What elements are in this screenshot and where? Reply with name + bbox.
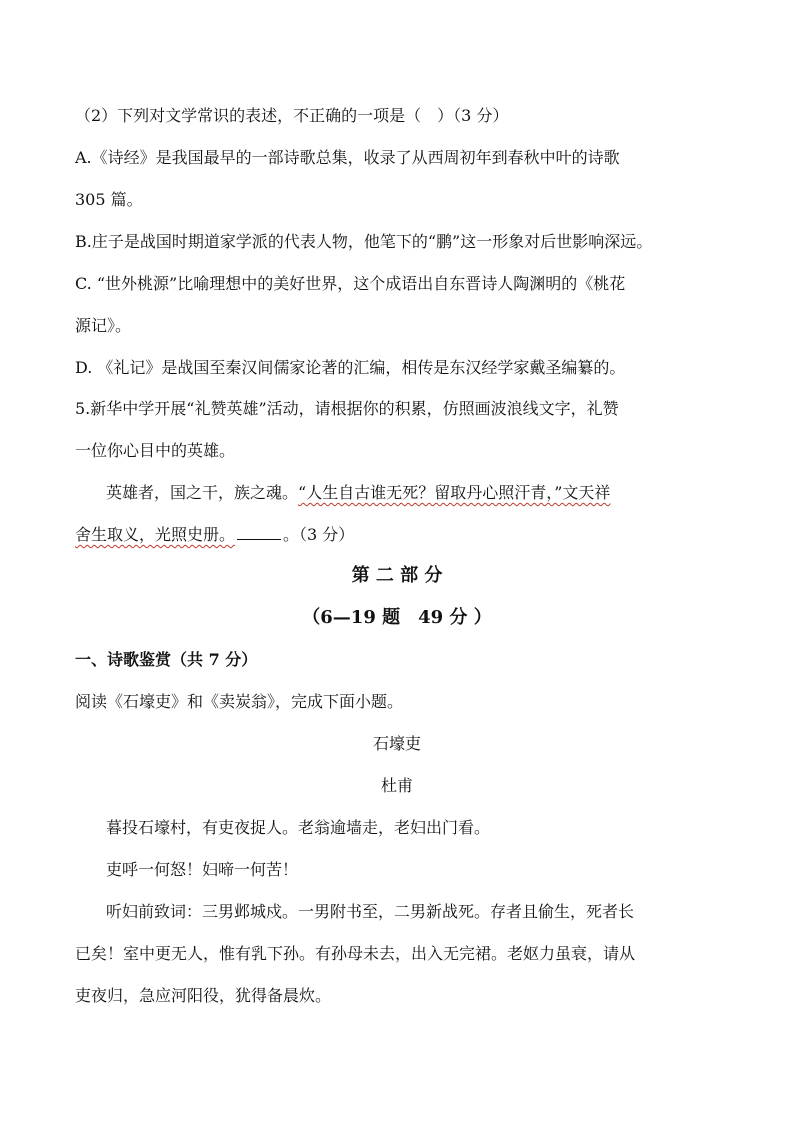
poem-author: 杜甫	[380, 776, 413, 795]
option-b: B.庄子是战国时期道家学派的代表人物，他笔下的“鹏”这一形象对后世影响深远。	[75, 232, 653, 251]
option-a-line2: 305 篇。	[75, 190, 143, 209]
example-prefix: 英雄者，国之干，族之魂。	[106, 483, 299, 502]
part-two-subtitle: （6—19 题 49 分 ）	[302, 607, 492, 628]
answer-blank[interactable]	[237, 525, 281, 540]
question-4-2-stem: （2）下列对文学常识的表述，不正确的一项是（ ）（3 分）	[75, 106, 509, 125]
question-5-line2: 一位你心目中的英雄。	[75, 441, 236, 460]
option-c-line2: 源记》。	[75, 316, 132, 335]
poem-paragraph-3-line1: 听妇前致词：三男邺城戍。一男附书至，二男新战死。存者且偷生，死者长	[106, 902, 635, 921]
part-two-title: 第 二 部 分	[351, 565, 443, 586]
poem-paragraph-1: 暮投石壕村，有吏夜捉人。老翁逾墙走，老妇出门看。	[106, 818, 491, 837]
option-c-line1: C. “世外桃源”比喻理想中的美好世界，这个成语出自东晋诗人陶渊明的《桃花	[75, 274, 626, 293]
poetry-section-heading: 一、诗歌鉴赏（共 7 分）	[75, 650, 258, 669]
poetry-instruction: 阅读《石壕吏》和《卖炭翁》，完成下面小题。	[75, 692, 404, 711]
example-suffix: 。（3 分）	[283, 525, 355, 544]
question-5-line1: 5.新华中学开展“礼赞英雄”活动，请根据你的积累，仿照画波浪线文字，礼赞	[75, 399, 619, 418]
poem-paragraph-3-line3: 吏夜归，急应河阳役，犹得备晨炊。	[75, 986, 332, 1005]
example-line1	[106, 483, 610, 503]
option-a-line1: A.《诗经》是我国最早的一部诗歌总集，收录了从西周初年到春秋中叶的诗歌	[75, 148, 620, 167]
example-wavy-text-1: “人生自古谁无死？留取丹心照汗青，”文天祥	[298, 483, 611, 502]
example-wavy-text-2: 舍生取义，光照史册。	[75, 525, 236, 544]
poem-paragraph-2: 吏呼一何怒！妇啼一何苦！	[106, 860, 299, 879]
poem-title: 石壕吏	[372, 734, 421, 753]
option-d: D. 《礼记》是战国至秦汉间儒家论著的汇编，相传是东汉经学家戴圣编纂的。	[75, 358, 626, 377]
example-line2	[75, 525, 354, 545]
poem-paragraph-3-line2: 已矣！室中更无人，惟有乳下孙。有孙母未去，出入无完裙。老妪力虽衰，请从	[75, 944, 636, 963]
